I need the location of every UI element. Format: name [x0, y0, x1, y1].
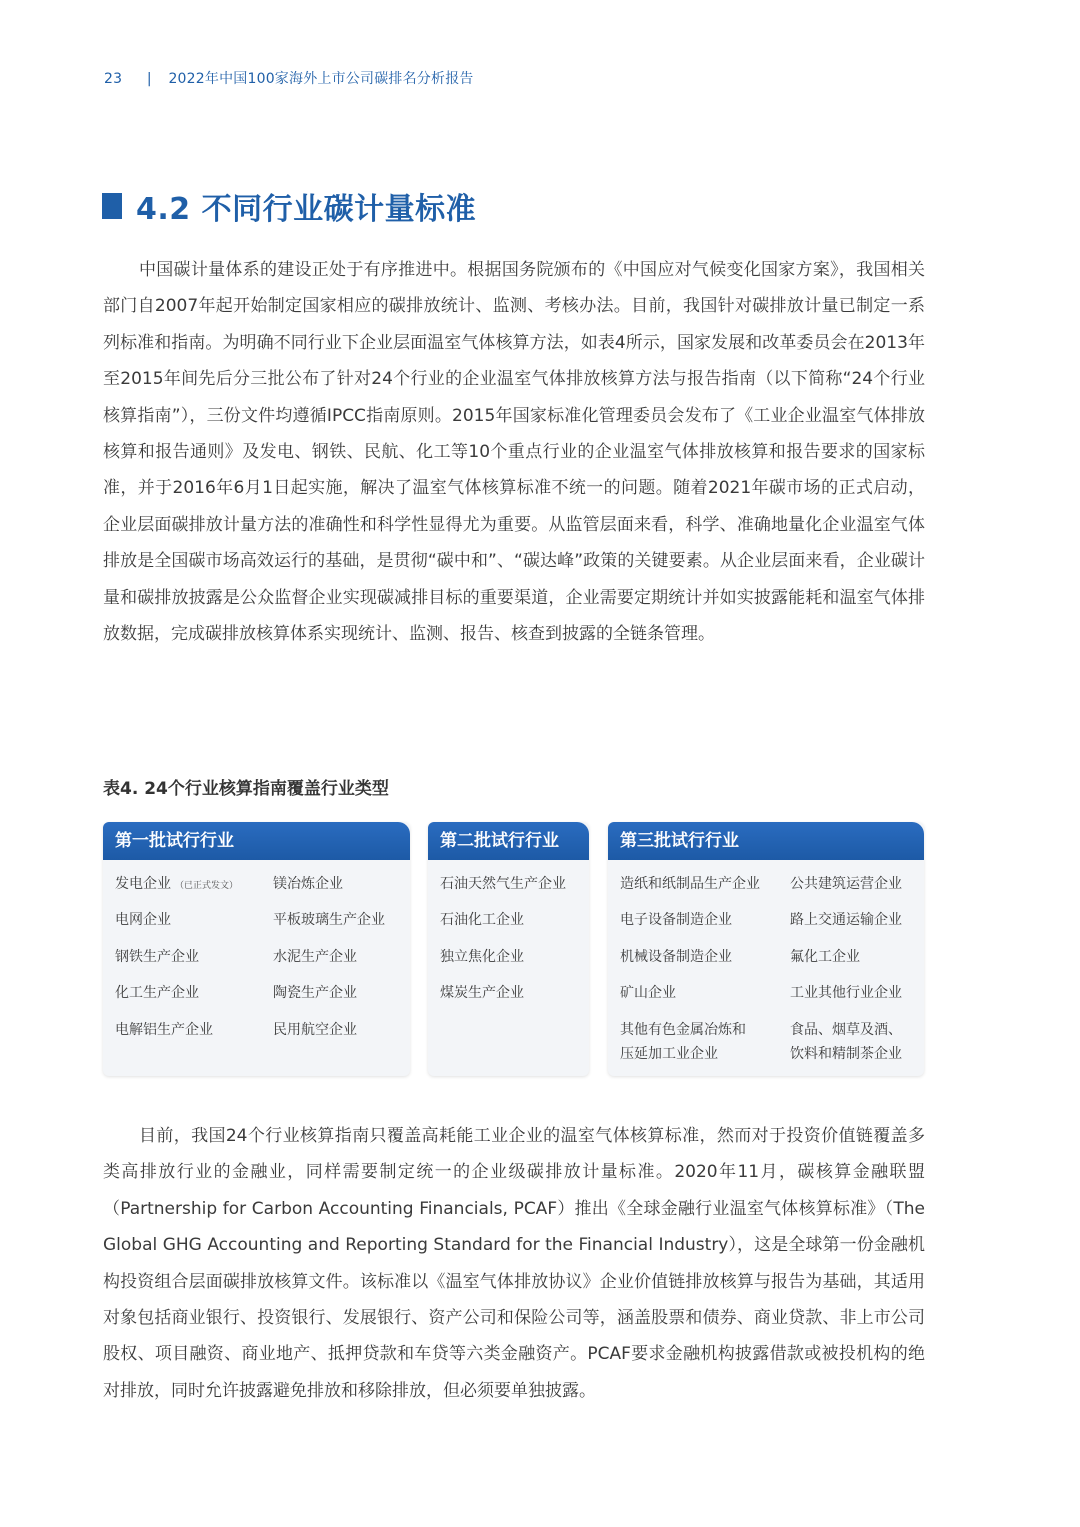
industry-item-line: 饮料和精制茶企业 — [790, 1045, 902, 1062]
batch-3-list — [608, 860, 924, 1066]
section-marker-icon — [102, 193, 122, 219]
industry-item: 氟化工企业 — [790, 948, 860, 965]
industry-item: 造纸和纸制品生产企业 — [620, 876, 760, 892]
industry-item-line: 食品、烟草及酒、 — [790, 1021, 902, 1038]
industry-item: 机械设备制造企业 — [620, 948, 732, 965]
industry-item: 路上交通运输企业 — [790, 912, 902, 929]
industry-item: 陶瓷生产企业 — [273, 985, 357, 1002]
table-caption: 表4. 24个行业核算指南覆盖行业类型 — [103, 779, 389, 799]
industry-item: 平板玻璃生产企业 — [273, 912, 385, 929]
batch-2-header: 第二批试行行业 — [428, 822, 589, 860]
section-heading — [102, 184, 476, 228]
running-header — [104, 68, 474, 88]
report-title: 2022年中国100家海外上市公司碳排名分析报告 — [168, 71, 474, 87]
section-title: 4.2 不同行业碳计量标准 — [136, 192, 477, 227]
industry-item-line: 其他有色金属冶炼和 — [620, 1021, 746, 1038]
industry-item: 石油化工企业 — [440, 912, 524, 929]
batch-3-header: 第三批试行行业 — [608, 822, 924, 860]
industry-item: 电网企业 — [115, 912, 171, 929]
industry-note: （已正式发文） — [175, 881, 239, 891]
industry-item: 煤炭生产企业 — [440, 985, 524, 1002]
batch-1-panel — [103, 822, 410, 1076]
page-number: 23 — [104, 71, 123, 87]
batch-3-panel — [608, 822, 924, 1076]
industry-item: 工业其他行业企业 — [790, 985, 902, 1002]
industry-item: 电解铝生产企业 — [115, 1021, 213, 1038]
industry-item: 石油天然气生产企业 — [440, 876, 566, 892]
industry-item-line: 压延加工业企业 — [620, 1045, 718, 1062]
industry-item: 镁冶炼企业 — [273, 876, 343, 892]
industry-item: 电子设备制造企业 — [620, 912, 732, 929]
batch-1-list — [103, 860, 410, 1048]
industry-item: 公共建筑运营企业 — [790, 876, 902, 892]
industry-item — [790, 1012, 914, 1066]
industry-item: 水泥生产企业 — [273, 948, 357, 965]
industry-item: 化工生产企业 — [115, 985, 199, 1002]
body-paragraph-1: 中国碳计量体系的建设正处于有序推进中。根据国务院颁布的《中国应对气候变化国家方案》，我国相关部门自2007年起开始制定国家相应的碳排放统计、监测、考核办法。目前，我国针对碳排放计量已制定一系列标准和指南。为明确不同行业下企业层面温室气体核算方法，如表4所示，国家发展和改革委员会在2013年至2015年间先后分三批公布了针对24个行业的企业温室气体排放核算方法与报告指南（以下简称“24个行业核算指南”），三份文件均遵循IPCC指南原则。2015年国家标准化管理委员会发布了《工业企业温室气体排放核算和报告通则》及发电、钢铁、民航、化工等10个重点行业的企业温室气体排放核算和报告要求的国家标准，并于2016年6月1日起实施，解决了温室气体核算标准不统一的问题。随着2021年碳市场的正式启动，企业层面碳排放计量方法的准确性和科学性显得尤为重要。从监管层面来看，科学、准确地量化企业温室气体排放是全国碳市场高效运行的基础，是贯彻“碳中和”、“碳达峰”政策的关键要素。从企业层面来看，企业碳计量和碳排放披露是公众监督企业实现碳减排目标的重要渠道，企业需要定期统计并如实披露能耗和温室气体排放数据，完成碳排放核算体系实现统计、监测、报告、核查到披露的全链条管理。 — [103, 260, 925, 645]
industry-item: 矿山企业 — [620, 985, 676, 1002]
industry-item: 民用航空企业 — [273, 1021, 357, 1038]
body-paragraph-2: 目前，我国24个行业核算指南只覆盖高耗能工业企业的温室气体核算标准，然而对于投资价值链覆盖多类高排放行业的金融业，同样需要制定统一的企业级碳排放计量标准。2020年11月，碳核算金融联盟（Partnership for Carbon Accounting Financials, PCAF）推出《全球金融行业温室气体核算标准》（The Global GHG Accounting and Reporting Standard for the Financial Industry），这是全球第一份金融机构投资组合层面碳排放核算文件。该标准以《温室气体排放协议》企业价值链排放核算与报告为基础，其适用对象包括商业银行、投资银行、发展银行、资产公司和保险公司等，涵盖股票和债券、商业贷款、非上市公司股权、项目融资、商业地产、抵押贷款和车贷等六类金融资产。PCAF要求金融机构披露借款或被投机构的绝对排放，同时允许披露避免排放和移除排放，但必须要单独披露。 — [103, 1126, 925, 1401]
header-separator: | — [146, 71, 152, 87]
industry-item — [620, 1012, 790, 1066]
industry-item: 独立焦化企业 — [440, 948, 524, 965]
batch-2-panel — [428, 822, 589, 1076]
industry-item: 发电企业 （已正式发文） — [115, 876, 239, 892]
batch-2-list — [428, 860, 589, 1012]
industry-item: 钢铁生产企业 — [115, 948, 199, 965]
batch-1-header: 第一批试行行业 — [103, 822, 410, 860]
